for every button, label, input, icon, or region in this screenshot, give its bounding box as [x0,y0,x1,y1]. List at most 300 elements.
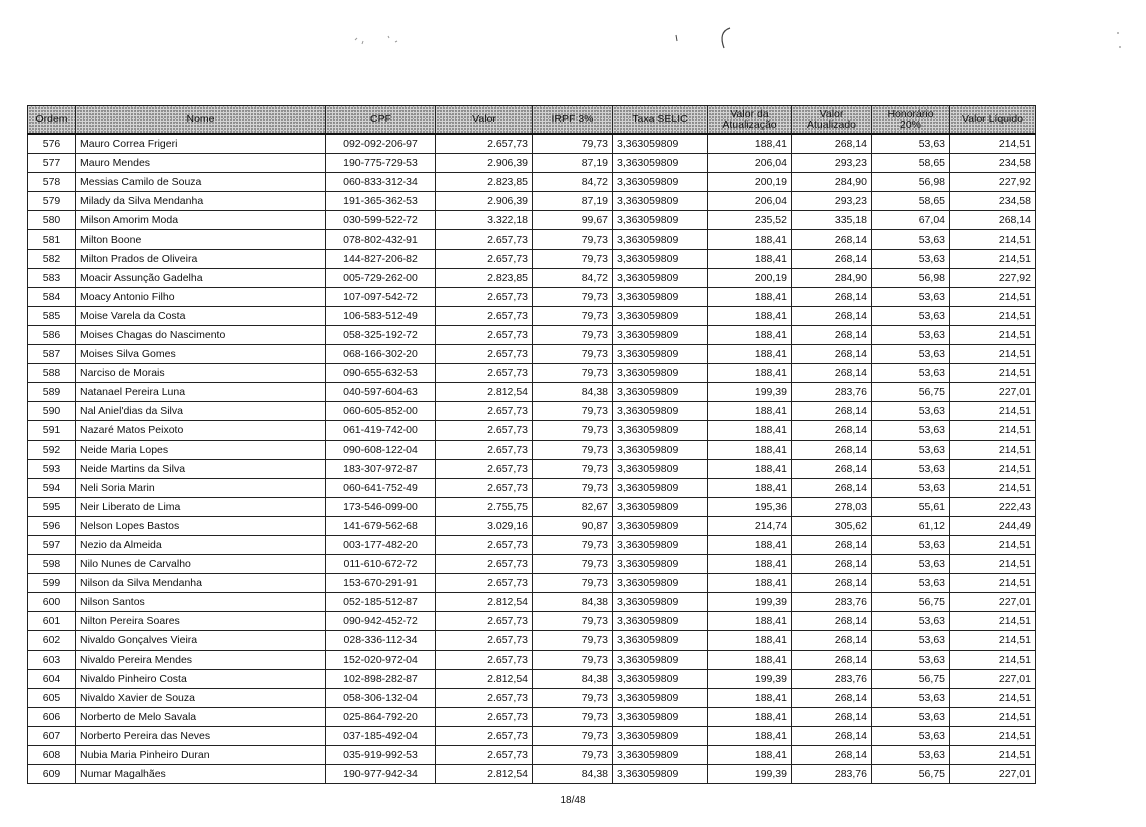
cell-valor: 2.657,73 [436,688,533,707]
cell-valor-atualizado: 268,14 [792,440,872,459]
table-row [28,535,1036,554]
cell-nome: Nezio da Almeida [76,535,326,554]
cell-nome: Norberto Pereira das Neves [76,726,326,745]
cell-valor-liquido: 244,49 [950,516,1036,535]
cell-valor-liquido: 214,51 [950,707,1036,726]
header-line: Valor [819,107,844,120]
cell-valor: 3.029,16 [436,516,533,535]
cell-nome: Neide Martins da Silva [76,459,326,478]
cell-nome: Moacir Assunção Gadelha [76,268,326,287]
table-row [28,134,1036,154]
cell-honorario: 53,63 [872,707,950,726]
cell-valor-atualizacao: 195,36 [708,497,792,516]
cell-honorario: 53,63 [872,364,950,383]
cell-irpf: 79,73 [533,249,613,268]
cell-taxa-selic: 3,363059809 [613,555,708,574]
cell-cpf: 030-599-522-72 [326,211,436,230]
cell-nome: Milson Amorim Moda [76,211,326,230]
cell-taxa-selic: 3,363059809 [613,211,708,230]
cell-nome: Neir Liberato de Lima [76,497,326,516]
cell-valor-atualizacao: 188,41 [708,459,792,478]
cell-irpf: 79,73 [533,555,613,574]
cell-valor-atualizacao: 214,74 [708,516,792,535]
cell-valor: 2.823,85 [436,173,533,192]
table-row [28,402,1036,421]
header-line: Atualizado [806,118,857,131]
cell-valor: 2.812,54 [436,669,533,688]
cell-honorario: 53,63 [872,612,950,631]
cell-valor-atualizado: 283,76 [792,669,872,688]
cell-ordem: 595 [28,497,76,516]
cell-valor-atualizacao: 199,39 [708,765,792,784]
cell-nome: Nivaldo Pinheiro Costa [76,669,326,688]
cell-ordem: 607 [28,726,76,745]
cell-valor-atualizacao: 188,41 [708,306,792,325]
cell-taxa-selic: 3,363059809 [613,364,708,383]
cell-honorario: 53,63 [872,134,950,154]
cell-ordem: 584 [28,287,76,306]
table-row [28,440,1036,459]
cell-nome: Moises Silva Gomes [76,345,326,364]
cell-cpf: 060-833-312-34 [326,173,436,192]
cell-valor: 2.657,73 [436,535,533,554]
cell-valor-atualizado: 305,62 [792,516,872,535]
cell-nome: Nal Aniel'dias da Silva [76,402,326,421]
cell-valor: 2.812,54 [436,593,533,612]
cell-irpf: 87,19 [533,154,613,173]
cell-valor-atualizado: 268,14 [792,306,872,325]
cell-valor-liquido: 214,51 [950,459,1036,478]
cell-ordem: 609 [28,765,76,784]
cell-valor-atualizado: 268,14 [792,249,872,268]
cell-cpf: 037-185-492-04 [326,726,436,745]
col-header-taxa-selic: Taxa SELIC [613,106,708,135]
cell-valor-liquido: 214,51 [950,345,1036,364]
cell-valor-liquido: 214,51 [950,402,1036,421]
cell-valor-atualizacao: 200,19 [708,268,792,287]
cell-taxa-selic: 3,363059809 [613,173,708,192]
cell-cpf: 060-605-852-00 [326,402,436,421]
cell-valor-liquido: 227,92 [950,173,1036,192]
col-header-honorario [872,106,950,135]
header-line: Valor da [730,107,769,120]
cell-irpf: 79,73 [533,574,613,593]
cell-valor: 2.657,73 [436,345,533,364]
cell-irpf: 82,67 [533,497,613,516]
table-row [28,173,1036,192]
cell-valor-liquido: 227,01 [950,383,1036,402]
cell-nome: Moises Chagas do Nascimento [76,325,326,344]
cell-valor-liquido: 214,51 [950,421,1036,440]
cell-honorario: 53,63 [872,574,950,593]
cell-valor-liquido: 214,51 [950,555,1036,574]
table-row [28,306,1036,325]
cell-taxa-selic: 3,363059809 [613,688,708,707]
cell-nome: Moacy Antonio Filho [76,287,326,306]
cell-irpf: 79,73 [533,364,613,383]
cell-ordem: 580 [28,211,76,230]
header-row [28,106,1036,135]
cell-cpf: 068-166-302-20 [326,345,436,364]
cell-valor: 2.906,39 [436,192,533,211]
cell-cpf: 107-097-542-72 [326,287,436,306]
cell-irpf: 79,73 [533,421,613,440]
cell-valor-liquido: 214,51 [950,535,1036,554]
cell-valor-atualizado: 268,14 [792,726,872,745]
cell-honorario: 67,04 [872,211,950,230]
cell-valor: 2.657,73 [436,249,533,268]
ledger-table [27,105,1036,784]
cell-nome: Nilton Pereira Soares [76,612,326,631]
cell-honorario: 53,63 [872,726,950,745]
cell-honorario: 56,75 [872,593,950,612]
cell-taxa-selic: 3,363059809 [613,612,708,631]
cell-nome: Numar Magalhães [76,765,326,784]
cell-valor: 2.657,73 [436,650,533,669]
cell-honorario: 61,12 [872,516,950,535]
cell-taxa-selic: 3,363059809 [613,516,708,535]
cell-taxa-selic: 3,363059809 [613,478,708,497]
cell-valor-atualizacao: 188,41 [708,650,792,669]
cell-irpf: 79,73 [533,612,613,631]
table-row [28,364,1036,383]
cell-cpf: 061-419-742-00 [326,421,436,440]
col-header-valor: Valor [436,106,533,135]
table-row [28,631,1036,650]
table-row [28,459,1036,478]
cell-nome: Nubia Maria Pinheiro Duran [76,746,326,765]
header-line: 20% [899,118,921,131]
cell-taxa-selic: 3,363059809 [613,535,708,554]
cell-valor-atualizacao: 188,41 [708,535,792,554]
cell-nome: Neli Soria Marin [76,478,326,497]
cell-valor: 2.657,73 [436,555,533,574]
cell-ordem: 586 [28,325,76,344]
cell-nome: Messias Camilo de Souza [76,173,326,192]
cell-valor-liquido: 234,58 [950,192,1036,211]
col-header-valor-atualizacao [708,106,792,135]
cell-valor-atualizacao: 188,41 [708,402,792,421]
cell-ordem: 594 [28,478,76,497]
cell-honorario: 58,65 [872,154,950,173]
cell-cpf: 106-583-512-49 [326,306,436,325]
cell-honorario: 56,75 [872,383,950,402]
header-line: Honorário [887,107,934,120]
cell-ordem: 591 [28,421,76,440]
cell-valor-atualizacao: 188,41 [708,287,792,306]
cell-irpf: 99,67 [533,211,613,230]
cell-ordem: 601 [28,612,76,631]
cell-nome: Norberto de Melo Savala [76,707,326,726]
table-row [28,478,1036,497]
table-row [28,383,1036,402]
cell-irpf: 79,73 [533,535,613,554]
cell-valor: 2.657,73 [436,459,533,478]
cell-honorario: 53,63 [872,306,950,325]
cell-valor: 2.812,54 [436,383,533,402]
cell-valor: 2.657,73 [436,746,533,765]
cell-nome: Neide Maria Lopes [76,440,326,459]
cell-valor: 2.657,73 [436,421,533,440]
cell-taxa-selic: 3,363059809 [613,230,708,249]
cell-valor-atualizado: 268,14 [792,574,872,593]
cell-irpf: 79,73 [533,746,613,765]
cell-valor-atualizado: 283,76 [792,593,872,612]
cell-valor: 2.755,75 [436,497,533,516]
cell-taxa-selic: 3,363059809 [613,593,708,612]
cell-valor-liquido: 227,01 [950,669,1036,688]
cell-valor-atualizacao: 188,41 [708,631,792,650]
cell-irpf: 90,87 [533,516,613,535]
cell-valor-liquido: 214,51 [950,726,1036,745]
cell-nome: Milton Boone [76,230,326,249]
cell-ordem: 593 [28,459,76,478]
cell-valor-liquido: 227,92 [950,268,1036,287]
cell-honorario: 55,61 [872,497,950,516]
cell-valor: 2.657,73 [436,325,533,344]
cell-valor-atualizacao: 188,41 [708,345,792,364]
cell-valor-atualizado: 283,76 [792,383,872,402]
cell-valor: 2.812,54 [436,765,533,784]
table-row [28,154,1036,173]
cell-valor-atualizacao: 188,41 [708,440,792,459]
table-row [28,574,1036,593]
cell-valor-liquido: 214,51 [950,325,1036,344]
table-row [28,249,1036,268]
table-row [28,707,1036,726]
cell-taxa-selic: 3,363059809 [613,650,708,669]
cell-ordem: 581 [28,230,76,249]
cell-irpf: 79,73 [533,306,613,325]
table-row [28,192,1036,211]
cell-nome: Nazaré Matos Peixoto [76,421,326,440]
header-line: Atualização [722,118,777,131]
cell-irpf: 79,73 [533,631,613,650]
table-row [28,555,1036,574]
cell-ordem: 588 [28,364,76,383]
cell-valor-atualizacao: 188,41 [708,249,792,268]
col-header-irpf: IRPF 3% [533,106,613,135]
cell-nome: Nivaldo Gonçalves Vieira [76,631,326,650]
cell-honorario: 56,98 [872,173,950,192]
cell-valor-atualizado: 268,14 [792,345,872,364]
cell-taxa-selic: 3,363059809 [613,726,708,745]
cell-honorario: 53,63 [872,459,950,478]
cell-valor-liquido: 234,58 [950,154,1036,173]
cell-honorario: 53,63 [872,746,950,765]
table-row [28,497,1036,516]
col-header-valor-liquido: Valor Líquido [950,106,1036,135]
cell-valor-atualizado: 268,14 [792,746,872,765]
cell-valor-atualizado: 335,18 [792,211,872,230]
cell-valor-liquido: 214,51 [950,478,1036,497]
cell-taxa-selic: 3,363059809 [613,345,708,364]
cell-taxa-selic: 3,363059809 [613,746,708,765]
cell-honorario: 53,63 [872,325,950,344]
cell-valor: 2.657,73 [436,402,533,421]
cell-ordem: 596 [28,516,76,535]
cell-valor-atualizado: 268,14 [792,287,872,306]
cell-ordem: 605 [28,688,76,707]
cell-honorario: 53,63 [872,287,950,306]
cell-valor-atualizacao: 188,41 [708,555,792,574]
cell-irpf: 84,72 [533,268,613,287]
table-row [28,669,1036,688]
cell-valor-liquido: 214,51 [950,364,1036,383]
cell-cpf: 090-655-632-53 [326,364,436,383]
cell-irpf: 84,38 [533,383,613,402]
cell-nome: Nilson Santos [76,593,326,612]
cell-irpf: 79,73 [533,134,613,154]
cell-nome: Nelson Lopes Bastos [76,516,326,535]
cell-nome: Nivaldo Xavier de Souza [76,688,326,707]
cell-taxa-selic: 3,363059809 [613,402,708,421]
cell-irpf: 79,73 [533,325,613,344]
cell-irpf: 79,73 [533,230,613,249]
cell-taxa-selic: 3,363059809 [613,574,708,593]
cell-valor-liquido: 214,51 [950,249,1036,268]
cell-valor-atualizado: 268,14 [792,478,872,497]
cell-valor-atualizado: 268,14 [792,535,872,554]
cell-cpf: 092-092-206-97 [326,134,436,154]
cell-valor-atualizacao: 206,04 [708,154,792,173]
cell-taxa-selic: 3,363059809 [613,306,708,325]
cell-ordem: 577 [28,154,76,173]
cell-valor-atualizado: 284,90 [792,268,872,287]
table-row [28,421,1036,440]
cell-valor: 2.657,73 [436,726,533,745]
cell-valor-atualizado: 268,14 [792,364,872,383]
cell-valor-atualizacao: 188,41 [708,134,792,154]
cell-taxa-selic: 3,363059809 [613,459,708,478]
cell-ordem: 590 [28,402,76,421]
cell-cpf: 078-802-432-91 [326,230,436,249]
cell-valor-atualizado: 268,14 [792,134,872,154]
cell-honorario: 53,63 [872,249,950,268]
cell-irpf: 79,73 [533,688,613,707]
cell-valor-atualizacao: 199,39 [708,383,792,402]
cell-cpf: 141-679-562-68 [326,516,436,535]
cell-cpf: 011-610-672-72 [326,555,436,574]
cell-valor: 2.657,73 [436,631,533,650]
cell-valor-atualizado: 268,14 [792,688,872,707]
cell-valor-liquido: 214,51 [950,134,1036,154]
cell-ordem: 583 [28,268,76,287]
cell-valor-atualizacao: 188,41 [708,574,792,593]
cell-irpf: 84,38 [533,593,613,612]
cell-irpf: 79,73 [533,440,613,459]
cell-valor-atualizado: 268,14 [792,421,872,440]
cell-valor-atualizacao: 188,41 [708,325,792,344]
cell-valor-atualizado: 268,14 [792,459,872,478]
cell-valor-atualizacao: 199,39 [708,669,792,688]
cell-cpf: 190-977-942-34 [326,765,436,784]
col-header-nome: Nome [76,106,326,135]
cell-valor-liquido: 214,51 [950,612,1036,631]
cell-ordem: 589 [28,383,76,402]
cell-valor-liquido: 214,51 [950,230,1036,249]
cell-valor-liquido: 214,51 [950,287,1036,306]
cell-valor-liquido: 227,01 [950,765,1036,784]
cell-valor: 2.657,73 [436,364,533,383]
cell-nome: Milton Prados de Oliveira [76,249,326,268]
cell-ordem: 599 [28,574,76,593]
cell-taxa-selic: 3,363059809 [613,154,708,173]
cell-taxa-selic: 3,363059809 [613,421,708,440]
cell-irpf: 84,38 [533,669,613,688]
table-row [28,211,1036,230]
cell-valor-atualizacao: 188,41 [708,230,792,249]
table-row [28,230,1036,249]
cell-valor: 2.657,73 [436,287,533,306]
table-row [28,593,1036,612]
cell-valor-liquido: 214,51 [950,574,1036,593]
cell-taxa-selic: 3,363059809 [613,707,708,726]
col-header-cpf: CPF [326,106,436,135]
cell-valor-atualizado: 278,03 [792,497,872,516]
cell-ordem: 602 [28,631,76,650]
cell-taxa-selic: 3,363059809 [613,631,708,650]
cell-cpf: 058-306-132-04 [326,688,436,707]
cell-valor-liquido: 214,51 [950,688,1036,707]
cell-cpf: 028-336-112-34 [326,631,436,650]
cell-valor-atualizado: 293,23 [792,154,872,173]
cell-taxa-selic: 3,363059809 [613,287,708,306]
cell-nome: Nilo Nunes de Carvalho [76,555,326,574]
cell-cpf: 040-597-604-63 [326,383,436,402]
cell-valor-atualizado: 268,14 [792,631,872,650]
cell-valor: 2.657,73 [436,574,533,593]
cell-taxa-selic: 3,363059809 [613,765,708,784]
cell-honorario: 53,63 [872,421,950,440]
cell-cpf: 005-729-262-00 [326,268,436,287]
cell-taxa-selic: 3,363059809 [613,268,708,287]
cell-ordem: 582 [28,249,76,268]
cell-cpf: 003-177-482-20 [326,535,436,554]
cell-valor-liquido: 214,51 [950,631,1036,650]
cell-ordem: 587 [28,345,76,364]
table-row [28,287,1036,306]
cell-honorario: 53,63 [872,555,950,574]
cell-nome: Narciso de Morais [76,364,326,383]
cell-honorario: 58,65 [872,192,950,211]
cell-cpf: 191-365-362-53 [326,192,436,211]
cell-valor-atualizado: 268,14 [792,612,872,631]
cell-honorario: 53,63 [872,631,950,650]
cell-cpf: 060-641-752-49 [326,478,436,497]
cell-cpf: 025-864-792-20 [326,707,436,726]
cell-valor: 2.657,73 [436,440,533,459]
cell-valor-liquido: 214,51 [950,306,1036,325]
cell-valor: 3.322,18 [436,211,533,230]
cell-valor-atualizacao: 206,04 [708,192,792,211]
cell-cpf: 173-546-099-00 [326,497,436,516]
ledger-body [28,134,1036,784]
scan-artifacts [0,0,1146,80]
cell-honorario: 53,63 [872,402,950,421]
table-row [28,345,1036,364]
cell-valor-atualizado: 268,14 [792,555,872,574]
cell-valor-atualizado: 268,14 [792,707,872,726]
cell-ordem: 604 [28,669,76,688]
cell-cpf: 152-020-972-04 [326,650,436,669]
page-number: 18/48 [560,795,586,806]
cell-ordem: 600 [28,593,76,612]
col-header-ordem: Ordem [28,106,76,135]
table-row [28,688,1036,707]
table-row [28,612,1036,631]
cell-ordem: 598 [28,555,76,574]
